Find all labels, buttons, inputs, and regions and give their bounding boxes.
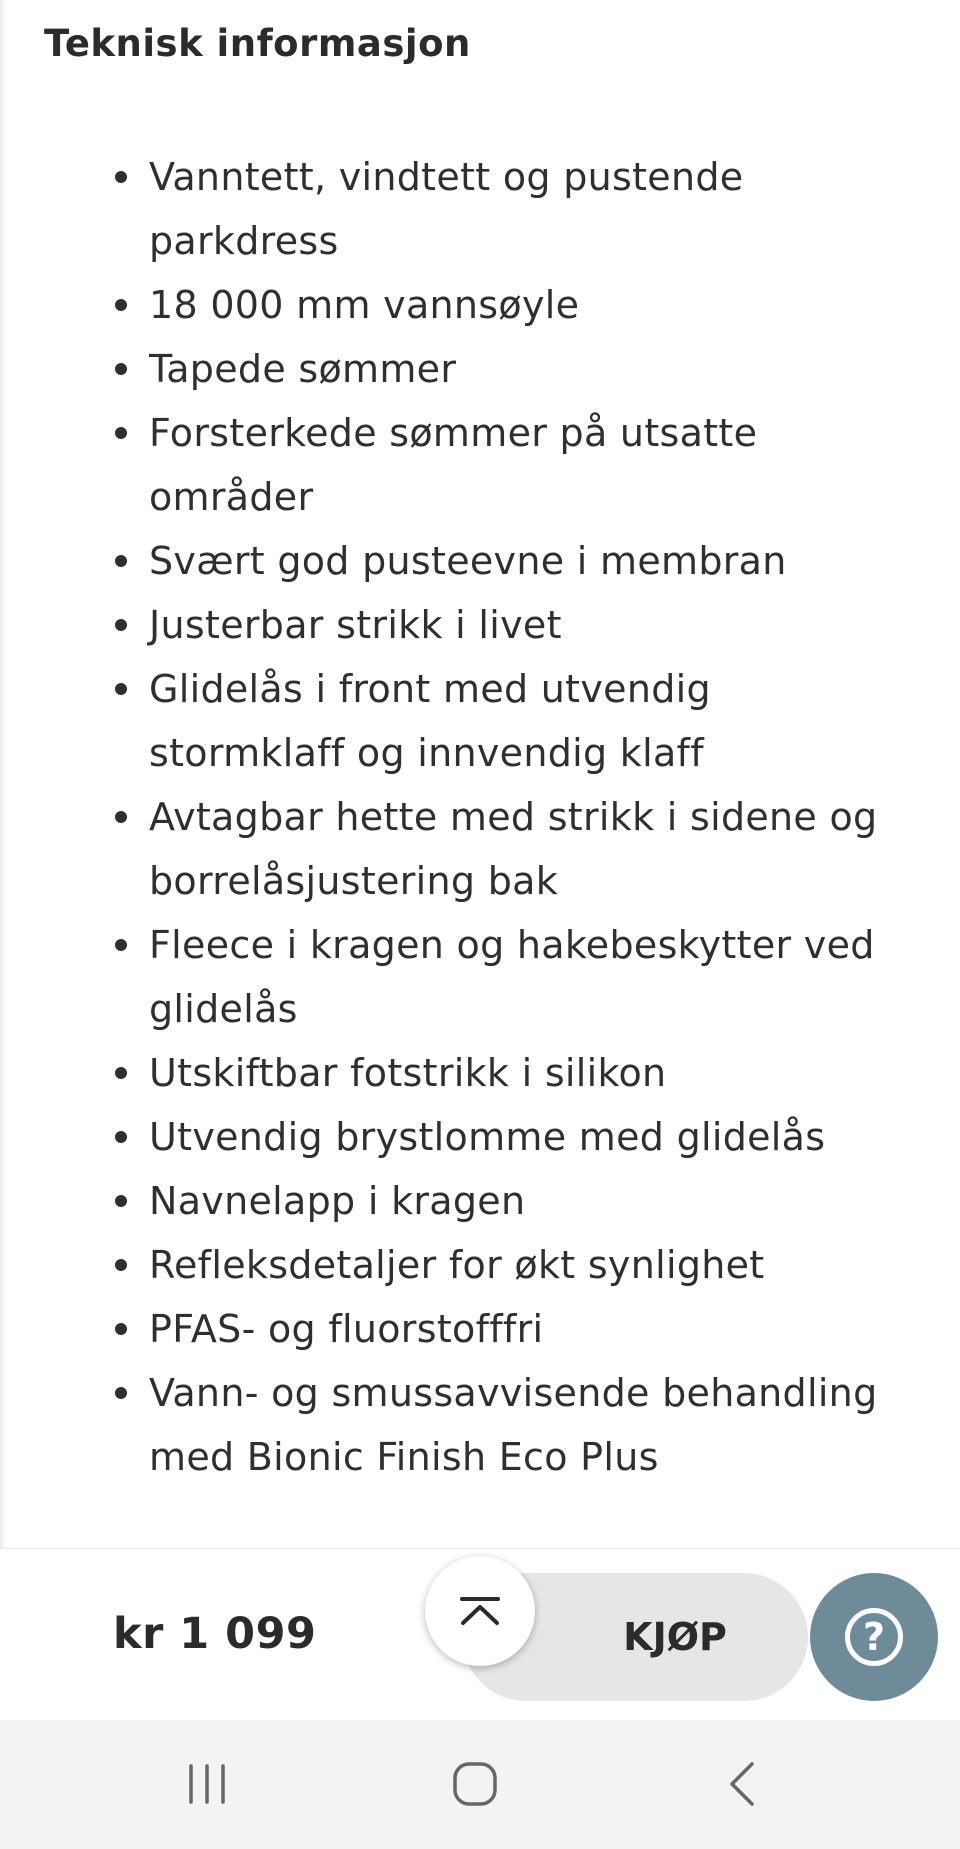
bullet-icon	[115, 427, 127, 439]
feature-item	[112, 1041, 912, 1105]
feature-item	[112, 1361, 912, 1489]
feature-text: PFAS- og fluorstofffri	[149, 1307, 544, 1351]
feature-item	[112, 657, 912, 785]
purchase-bar	[0, 1548, 960, 1721]
buy-button[interactable]: KJØP	[462, 1573, 808, 1701]
feature-text: Forsterkede sømmer på utsatte områder	[149, 411, 758, 519]
feature-text: Glidelås i front med utvendig stormklaff og innvendig klaff	[149, 667, 711, 775]
feature-item	[112, 913, 912, 1041]
feature-item	[112, 145, 912, 273]
feature-text: Tapede sømmer	[149, 347, 457, 391]
home-button[interactable]	[430, 1744, 520, 1824]
feature-text: Navnelapp i kragen	[149, 1179, 526, 1223]
bullet-icon	[115, 811, 127, 823]
feature-item	[112, 273, 912, 337]
feature-text: 18 000 mm vannsøyle	[149, 283, 580, 327]
bullet-icon	[115, 683, 127, 695]
feature-item	[112, 785, 912, 913]
bullet-icon	[115, 1131, 127, 1143]
bullet-icon	[115, 1195, 127, 1207]
bullet-icon	[115, 1259, 127, 1271]
bullet-icon	[115, 1323, 127, 1335]
feature-item	[112, 1233, 912, 1297]
bullet-icon	[115, 939, 127, 951]
chevron-up-icon	[458, 1596, 502, 1626]
feature-text: Vann- og smussavvisende behandling med Bionic Finish Eco Plus	[149, 1371, 878, 1479]
help-icon: ?	[845, 1608, 903, 1666]
feature-item	[112, 529, 912, 593]
system-navigation-bar	[0, 1720, 960, 1849]
feature-item	[112, 401, 912, 529]
bullet-icon	[115, 1067, 127, 1079]
page-edge-shadow	[0, 0, 6, 1720]
feature-text: Svært god pusteevne i membran	[149, 539, 787, 583]
bullet-icon	[115, 299, 127, 311]
help-button[interactable]	[810, 1573, 938, 1701]
feature-item	[112, 1169, 912, 1233]
feature-text: Utskiftbar fotstrikk i silikon	[149, 1051, 667, 1095]
feature-text: Vanntett, vindtett og pustende parkdress	[149, 155, 744, 263]
feature-text: Refleksdetaljer for økt synlighet	[149, 1243, 765, 1287]
recent-apps-button[interactable]	[162, 1744, 252, 1824]
feature-item	[112, 337, 912, 401]
bullet-icon	[115, 619, 127, 631]
feature-text: Justerbar strikk i livet	[149, 603, 562, 647]
home-icon	[451, 1760, 499, 1808]
bullet-icon	[115, 555, 127, 567]
section-title: Teknisk informasjon	[44, 22, 471, 65]
back-icon	[724, 1760, 760, 1808]
bullet-icon	[115, 363, 127, 375]
feature-item	[112, 1297, 912, 1361]
feature-item	[112, 1105, 912, 1169]
feature-text: Fleece i kragen og hakebeskytter ved glidelås	[149, 923, 875, 1031]
technical-features-list	[112, 145, 912, 1489]
recent-apps-icon	[185, 1762, 229, 1806]
product-price: kr 1 099	[113, 1609, 317, 1659]
feature-text: Utvendig brystlomme med glidelås	[149, 1115, 826, 1159]
bullet-icon	[115, 1387, 127, 1399]
back-button[interactable]	[697, 1744, 787, 1824]
feature-text: Avtagbar hette med strikk i sidene og borrelåsjustering bak	[149, 795, 878, 903]
feature-item	[112, 593, 912, 657]
bullet-icon	[115, 171, 127, 183]
scroll-to-top-button[interactable]	[425, 1556, 535, 1666]
